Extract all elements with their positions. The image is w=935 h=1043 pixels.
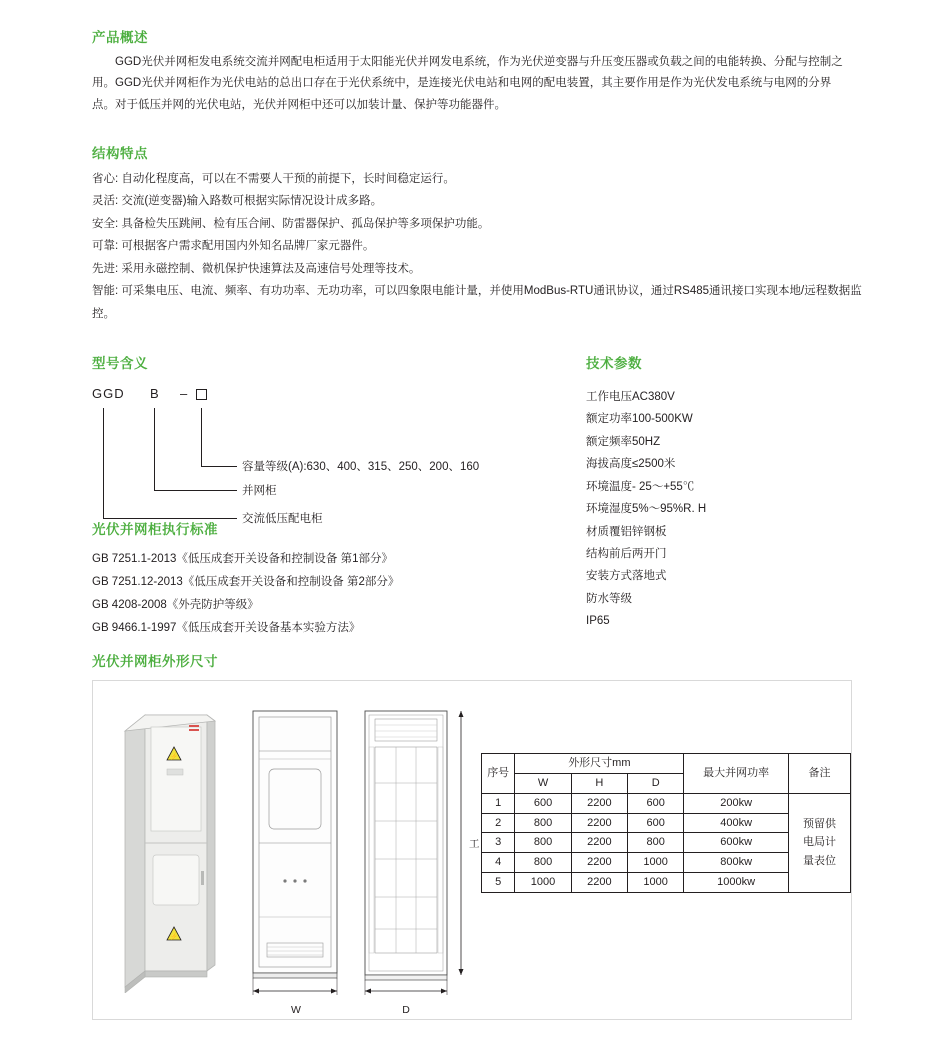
tech-item: 额定频率50HZ: [586, 435, 661, 448]
overview-paragraph: GGD光伏并网柜发电系统交流并网配电柜适用于太阳能光伏并网发电系统，作为光伏逆变器与升压变压器或负载之间的电能转换、分配与控制之用。GGD光伏并网柜作为光伏电站的总出口存在于光伏系统中，是连接光伏电站和电网的配电装置，其主要作用是作为光伏发电系统与电网的分界点。对于低压并网的光伏电站，光伏并网柜中还可以加装计量、保护等功能器件。: [92, 56, 843, 111]
cell-d: 600: [628, 793, 684, 813]
feature-key: 智能:: [92, 285, 119, 298]
cell-d: 1000: [628, 873, 684, 893]
section-technical-parameters: [586, 352, 906, 633]
cell-no: 4: [482, 853, 515, 873]
section-standards: [92, 518, 562, 640]
dimensions-table: [481, 753, 851, 893]
cell-w: 1000: [515, 873, 571, 893]
leader-vline-grid-cabinet: [154, 408, 155, 490]
cell-remark: [788, 793, 850, 892]
cell-no: 3: [482, 833, 515, 853]
tech-item: 环境湿度5%～95%R. H: [586, 503, 707, 516]
feature-text: 自动化程度高，可以在不需要人干预的前提下，长时间稳定运行。: [121, 173, 455, 185]
feature-key: 安全:: [92, 217, 119, 230]
model-code-ggd: GGD: [92, 386, 125, 401]
model-code: [92, 386, 542, 408]
internal-view-depth-caption: D: [402, 1004, 410, 1016]
section-product-overview: [92, 26, 852, 116]
th-group-dimensions: 外形尺寸mm: [515, 754, 684, 774]
feature-item: [92, 168, 862, 190]
tech-item: IP65: [586, 615, 610, 628]
standard-item: GB 7251.12-2013《低压成套开关设备和控制设备 第2部分》: [92, 576, 400, 588]
feature-item: [92, 213, 862, 235]
standard-item: GB 4208-2008《外壳防护等级》: [92, 599, 259, 611]
cabinet-front-view-svg: [241, 703, 351, 1003]
cell-w: 800: [515, 813, 571, 833]
feature-key: 先进:: [92, 262, 119, 275]
section-dimensions: [92, 650, 852, 1020]
cabinet-photo-svg: [111, 703, 241, 993]
feature-key: 灵活:: [92, 195, 119, 208]
cell-d: 800: [628, 833, 684, 853]
cell-power: 200kw: [684, 793, 789, 813]
section-title-features: 结构特点: [92, 146, 148, 161]
model-code-dash: –: [180, 386, 189, 401]
feature-item: [92, 280, 862, 325]
cell-h: 2200: [571, 813, 627, 833]
height-dimension-caption: 工: [469, 838, 480, 850]
cell-no: 2: [482, 813, 515, 833]
section-structure-features: [92, 142, 862, 325]
tech-item: 海拔高度≤2500米: [586, 458, 676, 471]
cell-h: 2200: [571, 873, 627, 893]
table-header-row-1: [482, 754, 851, 774]
leader-label-capacity: 容量等级(A):630、400、315、250、200、160: [242, 461, 480, 473]
dimensions-panel: [92, 680, 852, 1020]
feature-text: 可根据客户需求配用国内外知名品牌厂家元器件。: [121, 240, 375, 253]
tech-item: 材质覆铝锌钢板: [586, 525, 667, 538]
standard-item: GB 9466.1-1997《低压成套开关设备基本实验方法》: [92, 622, 361, 634]
cell-h: 2200: [571, 833, 627, 853]
feature-key: 可靠:: [92, 240, 119, 253]
leader-label-lv-cabinet: 交流低压配电柜: [242, 513, 323, 525]
cell-no: 1: [482, 793, 515, 813]
feature-item: [92, 235, 862, 257]
feature-text: 采用永磁控制、微机保护快速算法及高速信号处理等技术。: [121, 262, 421, 275]
feature-key: 省心:: [92, 173, 119, 185]
tech-item: 结构前后两开门: [586, 547, 667, 560]
standard-item: GB 7251.1-2013《低压成套开关设备和控制设备 第1部分》: [92, 553, 393, 565]
tech-item: 环境温度- 25～+55℃: [586, 480, 695, 493]
front-view-width-caption: W: [291, 1004, 301, 1016]
section-title-overview: 产品概述: [92, 30, 148, 45]
section-title-tech: 技术参数: [586, 356, 642, 371]
feature-text: 交流(逆变器)输入路数可根据实际情况设计成多路。: [121, 195, 383, 208]
remark-line: 量表位: [802, 855, 836, 868]
feature-item: [92, 258, 862, 280]
tech-item: 安装方式落地式: [586, 570, 667, 583]
cell-power: 400kw: [684, 813, 789, 833]
th-remark: 备注: [788, 754, 850, 794]
section-model-meaning: [92, 352, 542, 538]
cabinet-internal-view-svg: [355, 703, 471, 1003]
section-title-standards: 光伏并网柜执行标准: [92, 522, 218, 537]
leader-hline-capacity: [201, 466, 237, 467]
cabinet-front-view-drawing: [241, 703, 351, 1016]
table-row: [482, 793, 851, 813]
tech-item: 工作电压AC380V: [586, 391, 675, 403]
tech-item: 额定功率100-500KW: [586, 413, 693, 426]
cell-w: 800: [515, 833, 571, 853]
th-d: D: [628, 773, 684, 793]
th-w: W: [515, 773, 571, 793]
cell-d: 1000: [628, 853, 684, 873]
cell-h: 2200: [571, 793, 627, 813]
cell-power: 600kw: [684, 833, 789, 853]
cabinet-photo-drawing: [111, 703, 241, 998]
tech-item: 防水等级: [586, 592, 632, 605]
leader-label-grid-cabinet: 并网柜: [242, 485, 277, 497]
cell-no: 5: [482, 873, 515, 893]
feature-text: 具备检失压跳闸、检有压合闸、防雷器保护、孤岛保护等多项保护功能。: [121, 217, 490, 230]
feature-item: [92, 190, 862, 212]
svg-text:⚡: ⚡: [169, 933, 179, 941]
model-code-b: B: [150, 386, 160, 401]
cell-w: 800: [515, 853, 571, 873]
leader-hline-grid-cabinet: [154, 490, 237, 491]
th-max-power: 最大并网功率: [684, 754, 789, 794]
leader-vline-capacity: [201, 408, 202, 466]
remark-line: 电局计: [802, 836, 836, 849]
cell-power: 1000kw: [684, 873, 789, 893]
leader-vline-lv-cabinet: [103, 408, 104, 518]
cell-d: 600: [628, 813, 684, 833]
cell-power: 800kw: [684, 853, 789, 873]
section-title-dimensions: 光伏并网柜外形尺寸: [92, 654, 218, 669]
th-no: 序号: [482, 754, 515, 794]
svg-text:⚡: ⚡: [169, 753, 179, 761]
cell-h: 2200: [571, 853, 627, 873]
th-h: H: [571, 773, 627, 793]
cabinet-internal-view-drawing: [355, 703, 471, 1016]
model-code-box: [196, 389, 207, 400]
feature-text: 可采集电压、电流、频率、有功功率、无功功率，可以四象限电能计量，并使用ModBus-RTU通讯协议，通过RS485通讯接口实现本地/远程数据监控。: [92, 285, 862, 320]
section-title-model: 型号含义: [92, 356, 148, 371]
cell-w: 600: [515, 793, 571, 813]
remark-line: 预留供: [802, 817, 836, 830]
